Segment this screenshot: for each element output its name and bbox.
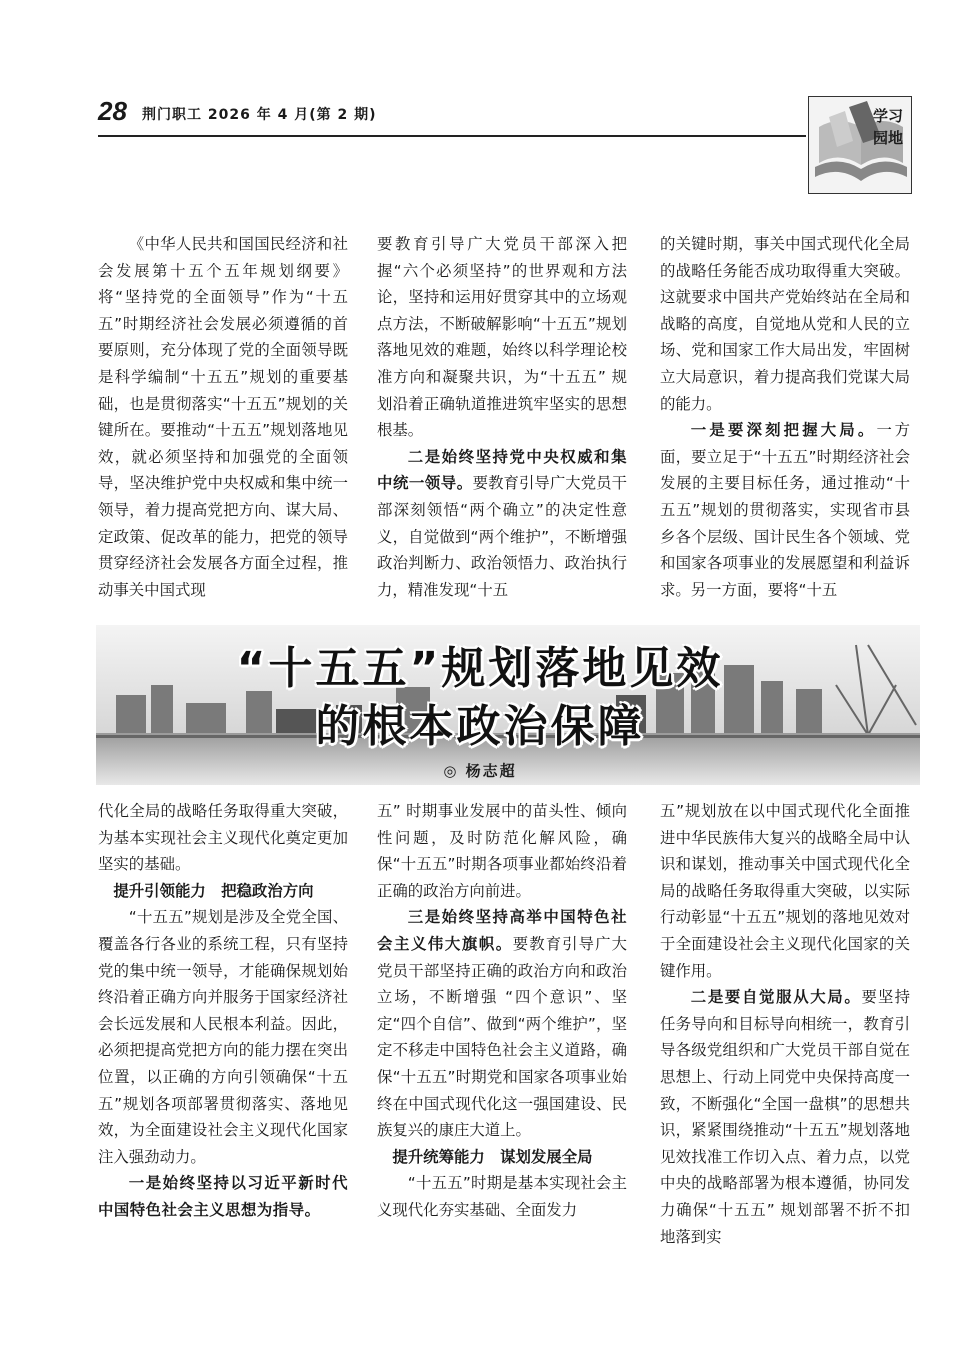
- paragraph-text: 要教育引导广大党员干部坚持正确的政治方向和政治立场，不断增强 “四个意识”、坚定“四个自信”、做到“两个维护”，坚定不移走中国特色社会主义道路，确保“十五五”时期党和国家各项事业始终在中国式现代化这一强国建设、民族复兴的康庄大道上。: [377, 934, 627, 1140]
- paragraph: [660, 984, 910, 1250]
- paragraph: 的关键时期，事关中国式现代化全局的战略任务能否成功取得重大突破。这就要求中国共产党始终站在全局和战略的高度，自觉地从党和人民的立场、党和国家工作大局出发，牢固树立大局意识，着力提高我们党谋大局的能力。: [660, 235, 910, 413]
- bottom-column-1: [98, 798, 348, 1224]
- paragraph: “十五五”时期是基本实现社会主义现代化夯实基础、全面发力: [377, 1174, 627, 1219]
- page-header: [98, 96, 910, 140]
- header-rule: [98, 135, 806, 137]
- paragraph: “十五五”规划是涉及全党全国、覆盖各行各业的系统工程，只有坚持党的集中统一领导，才能确保规划始终沿着正确方向并服务于国家经济社会长远发展和人民根本利益。因此，必须把提高党把方向的能力摆在突出位置，以正确的方向引领确保“十五五”规划各项部署贯彻落实、落地见效，为全面建设社会主义现代化国家注入强劲动力。: [98, 908, 348, 1166]
- paragraph-text: 要教育引导广大党员干部深刻领悟“两个确立”的决定性意义，自觉做到“两个维护”，不断增强政治判断力、政治领悟力、政治执行力，精准发现“十五: [377, 474, 627, 599]
- top-column-2: [377, 231, 627, 603]
- top-column-3: [660, 231, 910, 603]
- paragraph: [377, 444, 627, 604]
- section-badge: [808, 96, 912, 194]
- subheading: 三是始终坚持高举中国特色社会主义伟大旗帜。: [377, 908, 627, 953]
- paragraph: 五”规划放在以中国式现代化全面推进中华民族伟大复兴的战略全局中认识和谋划，推动事关中国式现代化全局的战略任务取得重大突破，以实际行动彰显“十五五”规划的落地见效对于全面建设社会主义现代化国家的关键作用。: [660, 802, 910, 980]
- page-number: 28: [98, 96, 127, 126]
- bottom-column-2: [377, 798, 627, 1224]
- paragraph: [98, 1170, 348, 1223]
- section-heading: 提升引领能力 把稳政治方向: [113, 881, 314, 900]
- section-heading: 提升统筹能力 谋划发展全局: [392, 1147, 593, 1166]
- article-title-line-1: “十五五”规划落地见效: [236, 643, 724, 694]
- paragraph: [377, 904, 627, 1143]
- bottom-column-3: [660, 798, 910, 1250]
- subheading: 一是始终坚持以习近平新时代中国特色社会主义思想为指导。: [98, 1174, 348, 1219]
- paragraph-text: 要坚持任务导向和目标导向相统一，教育引导各级党组织和广大党员干部自觉在思想上、行动上同党中央保持高度一致，不断强化“全国一盘棋”的思想共识，紧紧围绕推动“十五五”规划落地见效找准工作切入点、着力点，以党中央的战略部署为根本遵循，协同发力确保“十五五” 规划部署不折不扣地落到实: [660, 988, 910, 1246]
- article-title-line-2: 的根本政治保障: [315, 701, 645, 752]
- paragraph: 要教育引导广大党员干部深入把握“六个必须坚持”的世界观和方法论，坚持和运用好贯穿其中的立场观点方法，不断破解影响“十五五”规划落地见效的难题，始终以科学理论校准方向和凝聚共识，为“十五五” 规划沿着正确轨道推进筑牢坚实的思想根基。: [377, 235, 627, 440]
- paragraph-text: 一方面，要立足于“十五五”时期经济社会发展的主要目标任务，通过推动“十五五”规划的贯彻落实，实现省市县乡各个层级、国计民生各个领域、党和国家各项事业的发展愿望和利益诉求。另一方面，要将“十五: [660, 421, 910, 599]
- top-column-1: [98, 231, 348, 603]
- subheading: 一是要深刻把握大局。: [690, 421, 877, 440]
- section-label-2: 园地: [872, 129, 903, 147]
- paragraph: [660, 417, 910, 603]
- paragraph: 代化全局的战略任务取得重大突破，为基本实现社会主义现代化奠定更加坚实的基础。: [98, 802, 348, 874]
- subheading: 二是始终坚持党中央权威和集中统一领导。: [377, 447, 627, 493]
- paragraph: 《中华人民共和国国民经济和社会发展第十五个五年规划纲要》将“坚持党的全面领导”作为“十五五”时期经济社会发展必须遵循的首要原则，充分体现了党的全面领导既是科学编制“十五五”规划的重要基础，也是贯彻落实“十五五”规划的关键所在。要推动“十五五”规划落地见效，就必须坚持和加强党的全面领导，坚决维护党中央权威和集中统一领导，着力提高党把方向、谋大局、定政策、促改革的能力，把党的领导贯穿经济社会发展各方面全过程，推动事关中国式现: [98, 235, 348, 599]
- paragraph: 五” 时期事业发展中的苗头性、倾向性问题，及时防范化解风险，确保“十五五”时期各项事业都始终沿着正确的政治方向前进。: [377, 802, 627, 900]
- author-byline: ◎ 杨志超: [443, 762, 517, 780]
- publication-info: 荆门职工 2026 年 4 月(第 2 期): [142, 107, 377, 123]
- subheading: 二是要自觉服从大局。: [690, 988, 862, 1007]
- section-label-1: 学习: [872, 107, 903, 125]
